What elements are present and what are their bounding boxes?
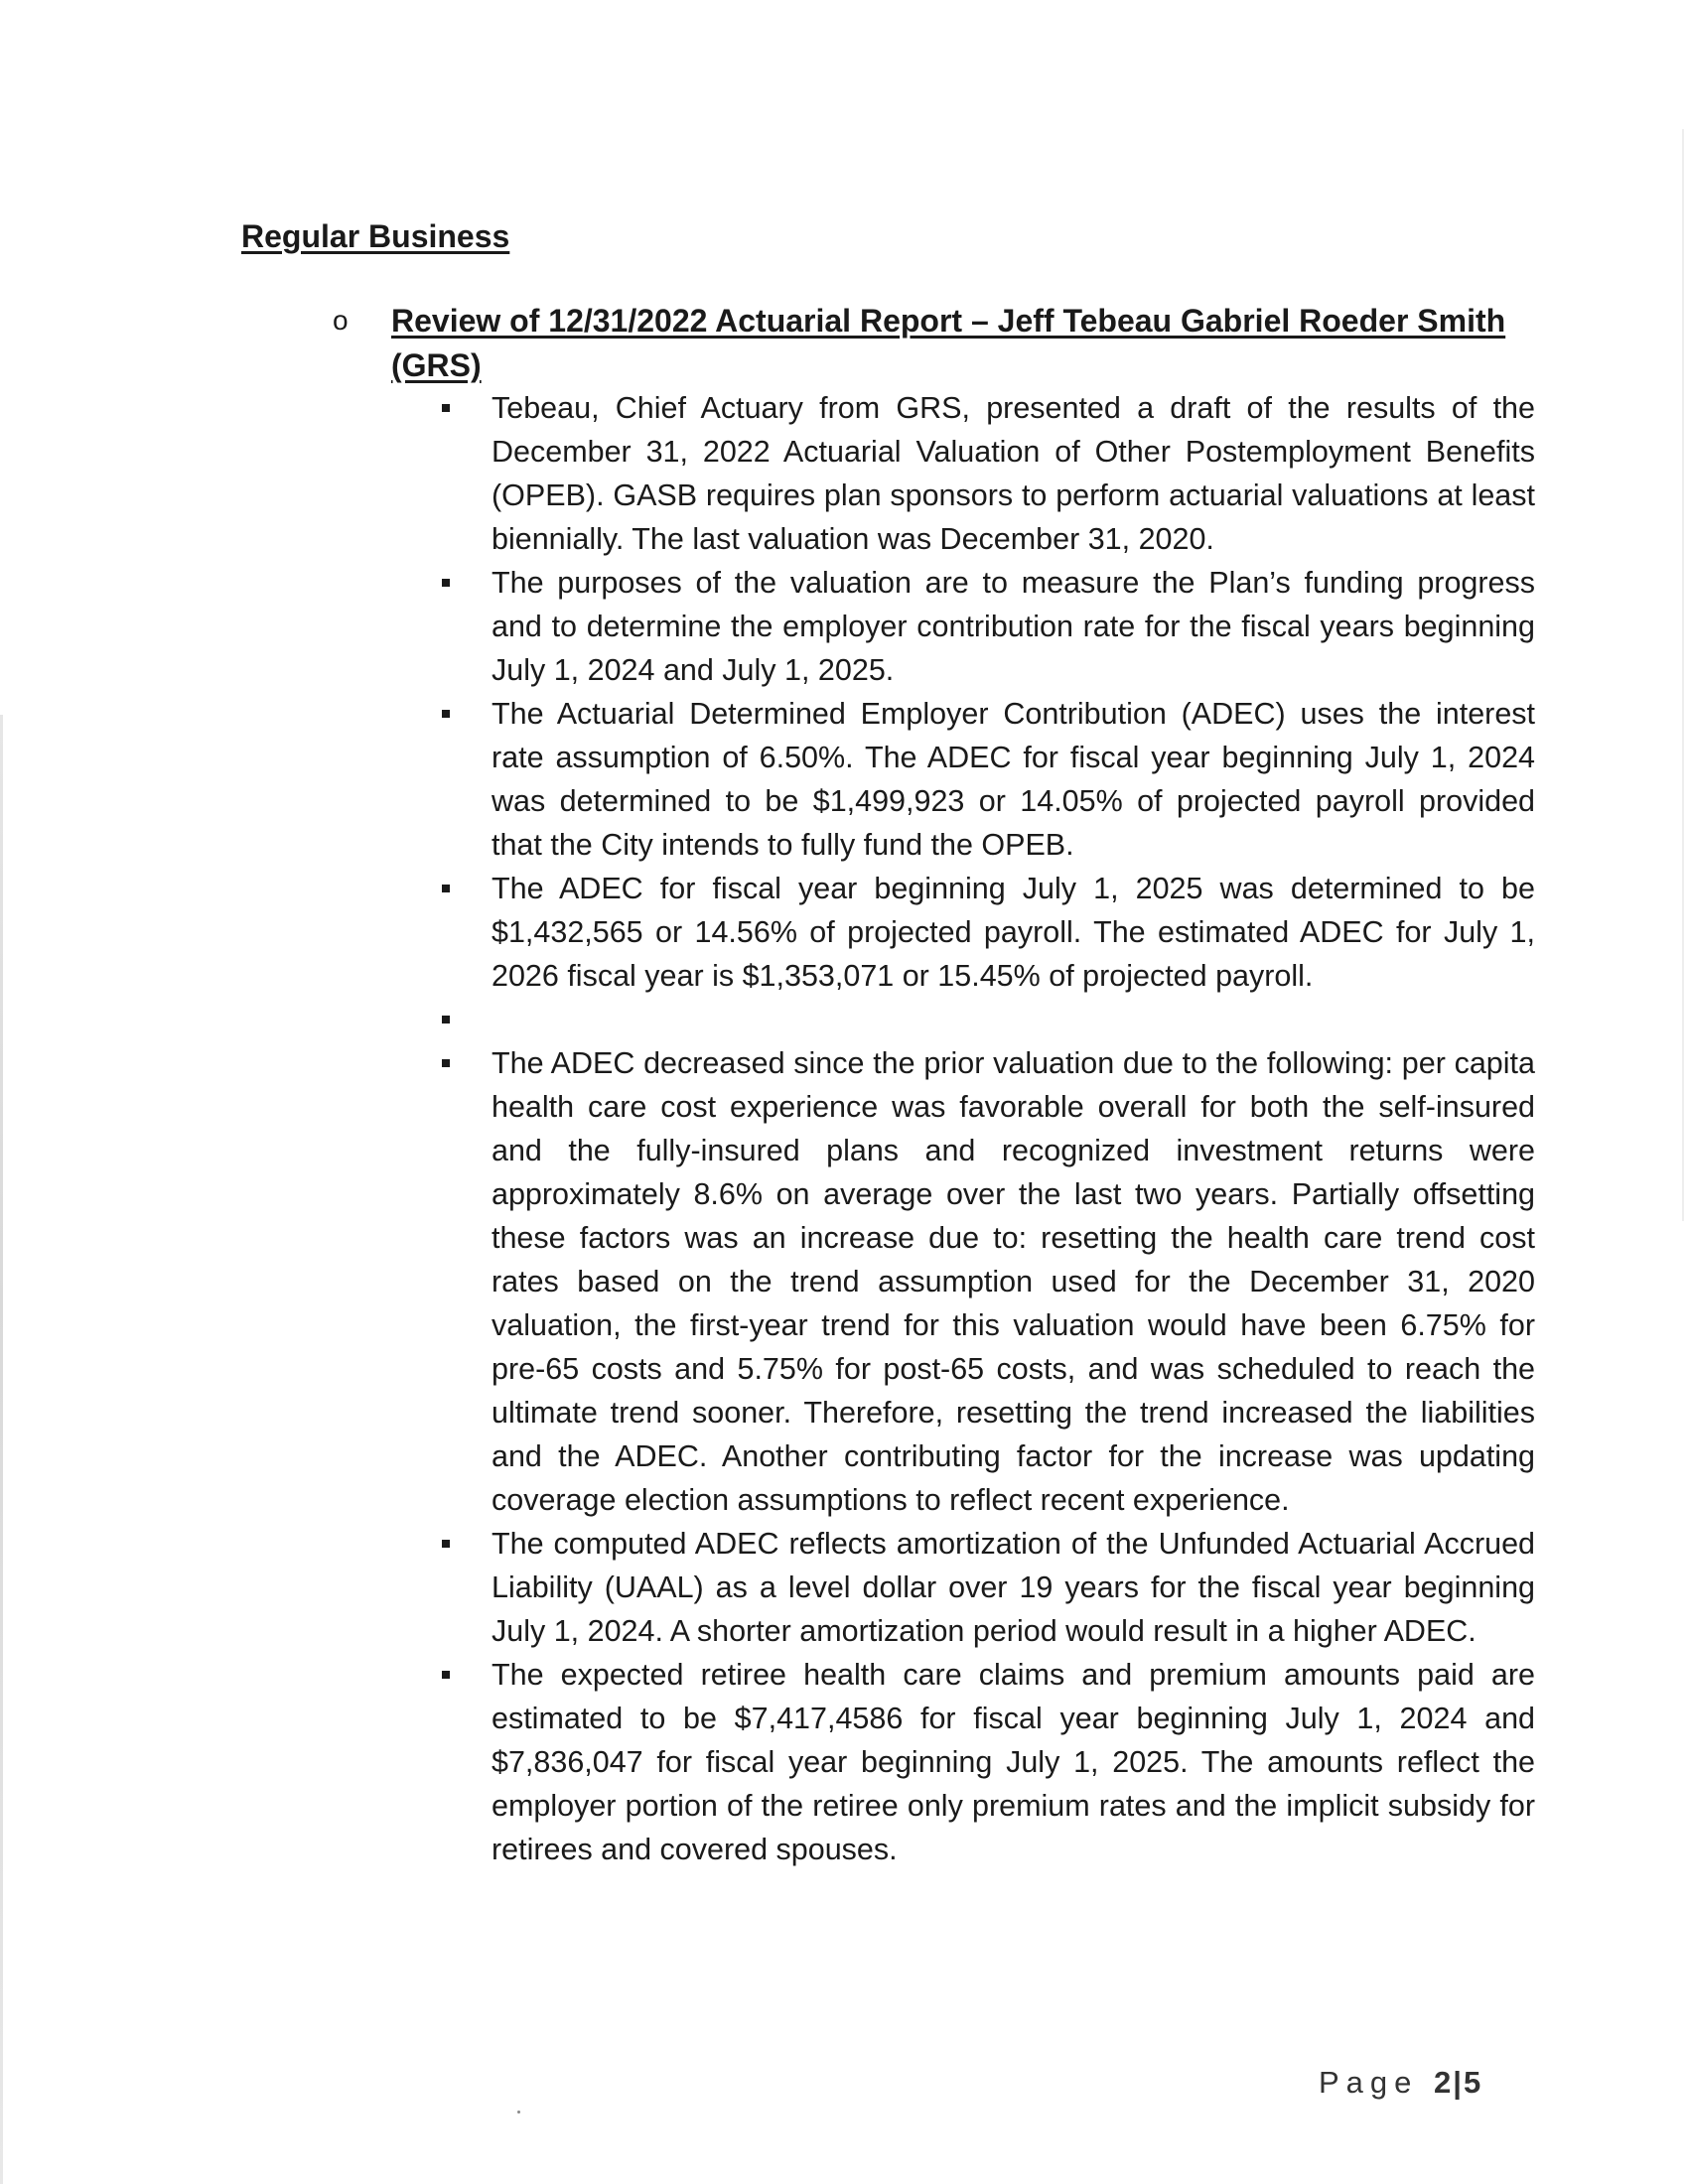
bullet-list [442,386,1535,1871]
list-item [442,1653,1535,1871]
square-bullet-icon [442,885,450,892]
page-number-value: 2|5 [1434,2065,1483,2100]
bullet-text: The Actuarial Determined Employer Contribution (ADEC) uses the interest rate assumption of 6.50%. The ADEC for fiscal year beginning July 1, 2024 was determined to be $1,499,923 or 14.05% of projected payroll provided that the City intends to fully fund the OPEB. [492,697,1535,862]
square-bullet-icon [442,579,450,587]
bullet-text: The ADEC for fiscal year beginning July 1, 2025 was determined to be $1,432,565 or 14.56% of projected payroll. The estimated ADEC for July 1, 2026 fiscal year is $1,353,071 or 15.45% of projected payroll. [492,872,1535,993]
agenda-item-marker: o [333,305,349,336]
bullet-text: The ADEC decreased since the prior valuation due to the following: per capita health care cost experience was favorable overall for both the self-insured and the fully-insured plans and recognized investment returns were approximately 8.6% on average over the last two years. Partially offsetting these factors was an increase due to: resetting the health care trend cost rates based on the trend assumption used for the December 31, 2020 valuation, the first-year trend for this valuation would have been 6.75% for pre-65 costs and 5.75% for post-65 costs, and was scheduled to reach the ultimate trend sooner. Therefore, resetting the trend increased the liabilities and the ADEC. Another contributing factor for the increase was updating coverage election assumptions to reflect recent experience. [492,1046,1535,1517]
list-item [442,1522,1535,1653]
square-bullet-icon [442,1671,450,1679]
list-item [442,692,1535,867]
section-heading: Regular Business [241,218,510,254]
bullet-text: Tebeau, Chief Actuary from GRS, presented a draft of the results of the December 31, 2022 Actuarial Valuation of Other Postemployment Benefits (OPEB). GASB requires plan sponsors to perform actuarial valuations at least biennially. The last valuation was December 31, 2020. [492,391,1535,556]
square-bullet-icon [442,1016,450,1024]
page-label: Page [1319,2065,1419,2100]
scan-speck [517,2111,520,2114]
bullet-text: The purposes of the valuation are to measure the Plan’s funding progress and to determine the employer contribution rate for the fiscal years beginning July 1, 2024 and July 1, 2025. [492,566,1535,687]
list-item [442,1041,1535,1522]
square-bullet-icon [442,1059,450,1067]
list-item [442,867,1535,998]
bullet-text [492,998,1535,1041]
agenda-item-title: Review of 12/31/2022 Actuarial Report – Jeff Tebeau Gabriel Roeder Smith (GRS) [391,303,1506,383]
bullet-text: The expected retiree health care claims and premium amounts paid are estimated to be $7,417,4586 for fiscal year beginning July 1, 2024 and $7,836,047 for fiscal year beginning July 1, 2025. The amounts reflect the employer portion of the retiree only premium rates and the implicit subsidy for retirees and covered spouses. [492,1658,1535,1866]
list-item [442,561,1535,692]
scan-edge-left [0,715,3,2184]
square-bullet-icon [442,710,450,718]
list-item [442,386,1535,561]
square-bullet-icon [442,404,450,412]
bullet-text: The computed ADEC reflects amortization of the Unfunded Actuarial Accrued Liability (UAAL) as a level dollar over 19 years for the fiscal year beginning July 1, 2024. A shorter amortization period would result in a higher ADEC. [492,1527,1535,1648]
square-bullet-icon [442,1540,450,1548]
scan-edge-right [1682,129,1684,1221]
page-number [1319,2065,1482,2101]
list-item [442,998,1535,1041]
